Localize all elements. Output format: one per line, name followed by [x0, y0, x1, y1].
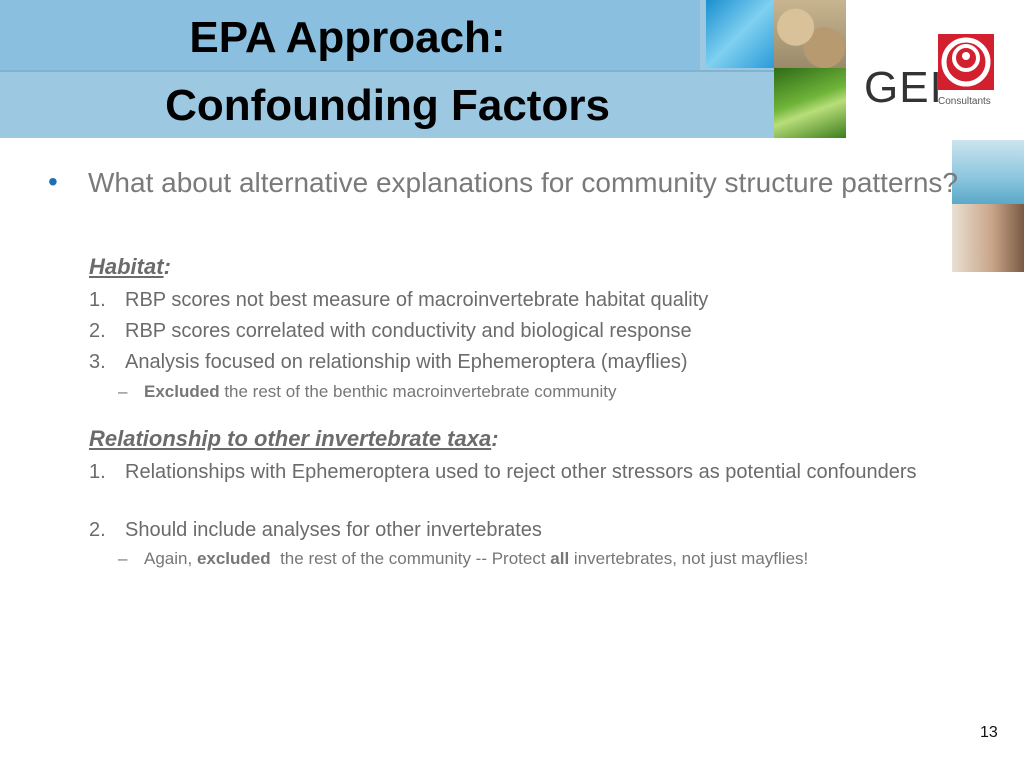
invertebrate-item-2 — [89, 517, 542, 543]
dash-marker: – — [118, 382, 128, 401]
list-number: 1. — [89, 289, 106, 311]
list-item-text: RBP scores correlated with conductivity and biological response — [125, 320, 692, 342]
list-number: 1. — [89, 461, 106, 483]
habitat-heading-colon: : — [163, 254, 171, 279]
subpoint-emphasis-all: all — [550, 549, 570, 568]
subpoint-emphasis: Excluded — [144, 382, 220, 401]
dash-marker: – — [118, 549, 128, 568]
invertebrate-heading-colon: : — [491, 426, 499, 451]
main-bullet-text: What about alternative explanations for community structure patterns? — [88, 167, 958, 198]
subpoint-text: the rest of the benthic macroinvertebrate community — [219, 382, 617, 401]
logo-tagline: Consultants — [938, 96, 991, 107]
habitat-item-1 — [89, 287, 708, 313]
page-number: 13 — [980, 724, 998, 741]
habitat-heading-text: Habitat — [89, 254, 164, 279]
list-number: 2. — [89, 320, 106, 342]
list-number: 3. — [89, 351, 106, 373]
invertebrate-heading — [89, 426, 499, 452]
list-item-text: Should include analyses for other invertebrates — [125, 519, 542, 541]
habitat-heading — [89, 254, 171, 280]
slide-title-line2: Confounding Factors — [165, 81, 610, 130]
subpoint-text-post: invertebrates, not just mayflies! — [569, 549, 809, 568]
invertebrate-heading-text: Relationship to other invertebrate taxa — [89, 426, 492, 451]
list-number: 2. — [89, 519, 106, 541]
list-item-text: Relationships with Ephemeroptera used to reject other stressors as potential confounders — [125, 461, 917, 483]
invertebrate-subpoint — [118, 549, 808, 569]
bullet-icon: • — [48, 166, 58, 197]
invertebrate-item-1 — [89, 459, 965, 485]
logo-wordmark: GEI — [864, 63, 943, 112]
list-item-text: Analysis focused on relationship with Ephemeroptera (mayflies) — [125, 351, 688, 373]
subpoint-text-pre: Again, — [144, 549, 197, 568]
habitat-item-3 — [89, 349, 688, 375]
slide-title-line1: EPA Approach: — [189, 13, 506, 62]
subpoint-emphasis: excluded — [196, 549, 271, 568]
habitat-subpoint — [118, 382, 616, 402]
list-item-text: RBP scores not best measure of macroinvertebrate habitat quality — [125, 289, 709, 311]
habitat-item-2 — [89, 318, 692, 344]
subpoint-text-mid: the rest of the community -- Protect — [270, 549, 551, 568]
